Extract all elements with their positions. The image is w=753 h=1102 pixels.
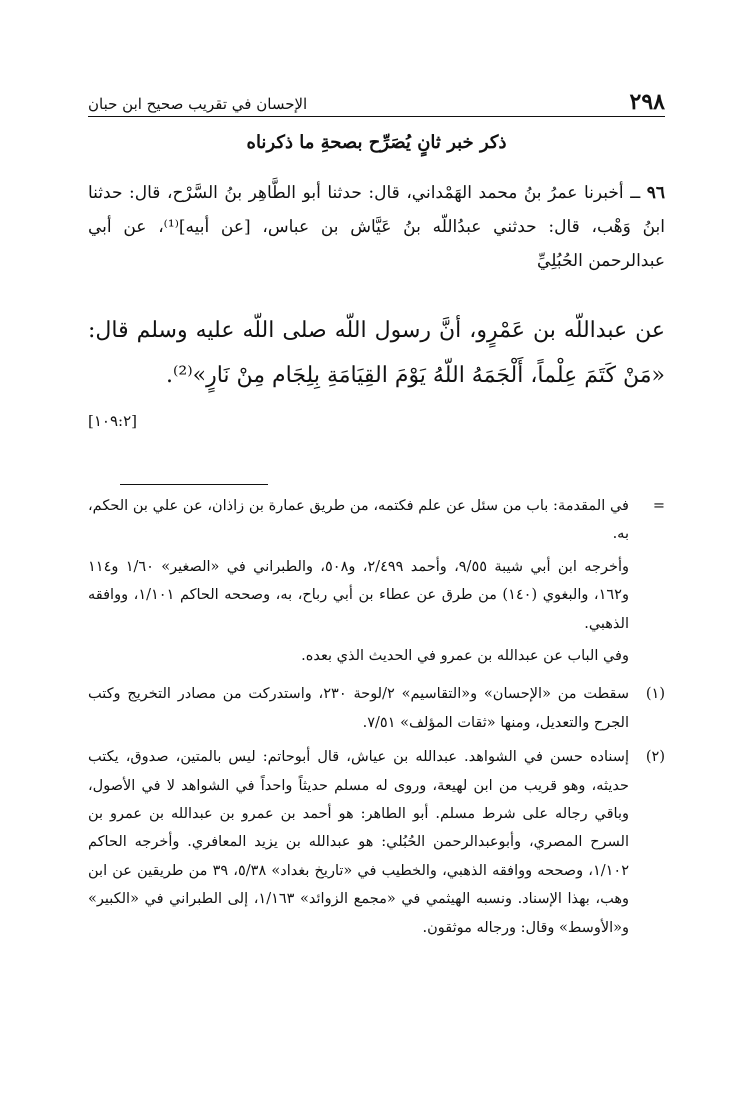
footnotes bbox=[88, 492, 665, 948]
hadith-isnad bbox=[88, 176, 665, 278]
footnote-continued-body bbox=[88, 492, 629, 674]
footnote-continued bbox=[88, 492, 665, 674]
page-header bbox=[88, 78, 665, 114]
footnote-paragraph: وأخرجه ابن أبي شيبة ٩/٥٥، وأحمد ٢/٤٩٩، و٥٠٨، والطبراني في «الصغير» ١/٦٠ و١١٤ و١٦٢، والبغوي (١٤٠) من طرق عن عطاء بن أبي رباح، به، وصححه الحاكم ١/١٠١، ووافقه الذهبي. bbox=[88, 558, 629, 632]
footnote-1 bbox=[88, 680, 665, 737]
footnote-2 bbox=[88, 743, 665, 942]
hadith-text: عن عبداللّه بن عَمْرٍو، أنَّ رسول اللّه صلى اللّه عليه وسلم قال: «مَنْ كَتَمَ عِلْماً، أَلْجَمَهُ اللّهُ يَوْمَ القِيَامَةِ بِلِجَام مِنْ نَارٍ»⁽²⁾. bbox=[88, 318, 665, 388]
footnote-1-mark: (١) bbox=[645, 686, 665, 703]
footnote-paragraph: في المقدمة: باب من سئل عن علم فكتمه، من طريق عمارة بن زاذان، عن علي بن الحكم، به. bbox=[88, 498, 629, 543]
hadith-number: ٩٦ bbox=[646, 183, 665, 203]
footnote-paragraph: وفي الباب عن عبدالله بن عمرو في الحديث الذي بعده. bbox=[301, 648, 629, 665]
footnote-separator bbox=[120, 484, 268, 485]
page-number: ٢٩٨ bbox=[629, 89, 665, 115]
footnote-2-body: إسناده حسن في الشواهد. عبدالله بن عياش، قال أبوحاتم: ليس بالمتين، صدوق، يكتب حديثه، وهو قريب من ابن لهيعة، وروى له مسلم حديثاً واحداً في الشواهد لا في الأصول، وباقي رجاله على شرط مسلم. أبو الطاهر: هو أحمد بن عمرو بن عبدالله بن عمرو بن السرح المصري، وأبوعبدالرحمن الحُبُلي: هو عبدالله بن يزيد المعافري. وأخرجه الحاكم ١/١٠٢، وصححه ووافقه الذهبي، والخطيب في «تاريخ بغداد» ٥/٣٨، ٣٩ من طريقين عن ابن وهب، بهذا الإسناد. ونسبه الهيثمي في «مجمع الزوائد» ١/١٦٣، إلى الطبراني في «الكبير» و«الأوسط» وقال: ورجاله موثقون. bbox=[88, 749, 630, 936]
footnote-1-body: سقطت من «الإحسان» و«التقاسيم» ٢/لوحة ٢٣٠، واستدركت من مصادر التخريج وكتب الجرح والتعديل، ومنها «ثقات المؤلف» ٧/٥١. bbox=[88, 686, 630, 731]
footnote-2-mark: (٢) bbox=[645, 749, 665, 766]
running-title: الإحسان في تقريب صحيح ابن حبان bbox=[88, 95, 308, 113]
cross-reference: [١٠٩:٢] bbox=[88, 412, 137, 430]
header-rule bbox=[88, 116, 665, 117]
footnote-continued-mark: = bbox=[652, 498, 665, 514]
hadith-dash: ــ bbox=[623, 183, 647, 203]
hadith-chain-text: أخبرنا عمرُ بنُ محمد الهَمْداني، قال: حدثنا أبو الطَّاهِر بنُ السَّرْح، قال: حدثنا ابنُ وَهْب، قال: حدثني عبدُاللّه بنُ عَيَّاش بن عباس، [عن أبيه]⁽¹⁾، عن أبي عبدالرحمن الحُبُلِيِّ bbox=[88, 183, 665, 271]
section-title: ذكر خبر ثانٍ يُصَرِّح بصحةِ ما ذكرناه bbox=[246, 132, 507, 153]
